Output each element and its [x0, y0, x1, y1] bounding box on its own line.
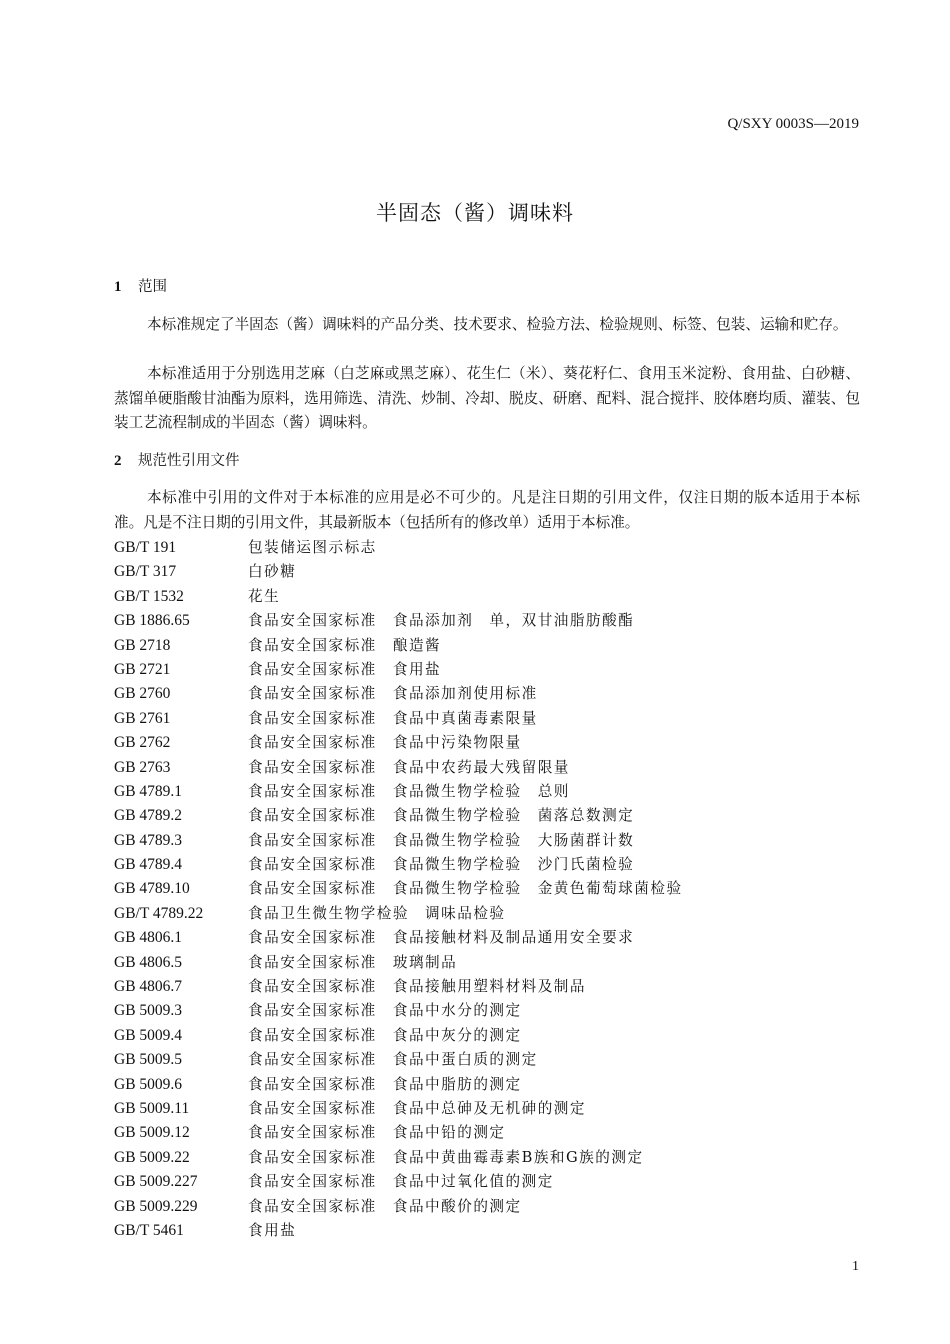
section-heading-normative-references [114, 451, 240, 471]
page-number: 1 [852, 1259, 859, 1274]
reference-code: GB 4789.2 [114, 807, 183, 825]
section-heading-scope [114, 277, 167, 297]
reference-row [114, 609, 860, 633]
reference-code: GB/T 1532 [114, 587, 184, 605]
section-title: 规范性引用文件 [138, 453, 240, 469]
reference-code: GB/T 191 [114, 539, 177, 556]
reference-title: 食品安全国家标准 食品中过氧化值的测定 [248, 1173, 554, 1191]
reference-code: GB/T 5461 [114, 1221, 184, 1239]
reference-code: GB 2762 [114, 734, 171, 752]
reference-row [114, 829, 860, 853]
reference-title: 食品安全国家标准 食用盐 [248, 660, 442, 678]
reference-code: GB 4806.1 [114, 929, 183, 947]
reference-title: 食品安全国家标准 食品中灰分的测定 [248, 1026, 522, 1044]
reference-code: GB 4806.5 [114, 953, 183, 971]
reference-code: GB 5009.4 [114, 1026, 183, 1044]
reference-code: GB/T 317 [114, 563, 177, 581]
reference-row [114, 1073, 860, 1097]
reference-code: GB 2718 [114, 636, 171, 654]
reference-title: 食品安全国家标准 酿造酱 [248, 636, 442, 654]
reference-title: 食品安全国家标准 玻璃制品 [248, 953, 458, 971]
reference-row [114, 804, 860, 828]
reference-row [114, 682, 860, 706]
reference-title: 食品安全国家标准 食品中水分的测定 [248, 1002, 522, 1020]
reference-title: 食品安全国家标准 食品中酸价的测定 [248, 1197, 522, 1215]
reference-row [114, 1219, 860, 1243]
reference-code: GB 5009.3 [114, 1002, 183, 1020]
reference-row [114, 707, 860, 731]
reference-code: GB 5009.12 [114, 1124, 190, 1142]
paragraph: 本标准规定了半固态（酱）调味料的产品分类、技术要求、检验方法、检验规则、标签、包装、运输和贮存。 [147, 316, 848, 333]
reference-title: 食品安全国家标准 食品中农药最大残留限量 [248, 758, 570, 776]
reference-code: GB 5009.229 [114, 1197, 198, 1215]
reference-title: 食品卫生微生物学检验 调味品检验 [248, 904, 506, 922]
reference-row [114, 560, 860, 584]
reference-title: 食品安全国家标准 食品中脂肪的测定 [248, 1075, 522, 1093]
reference-row [114, 951, 860, 975]
reference-code: GB 2760 [114, 685, 171, 703]
reference-row [114, 902, 860, 926]
reference-code: GB 5009.227 [114, 1173, 198, 1191]
section-number: 1 [114, 279, 122, 295]
reference-code: GB 4789.1 [114, 782, 183, 800]
reference-title: 食品安全国家标准 食品中总砷及无机砷的测定 [248, 1099, 586, 1117]
reference-title: 花生 [248, 587, 281, 605]
document-title: 半固态（酱）调味料 [376, 201, 574, 225]
paragraph: 本标准适用于分别选用芝麻（白芝麻或黑芝麻）、花生仁（米）、葵花籽仁、食用玉米淀粉、食用盐、白砂糖、蒸馏单硬脂酸甘油酯为原料，选用筛选、清洗、炒制、冷却、脱皮、研磨、配料、混合搅拌、胶体磨均质、灌装、包装工艺流程制成的半固态（酱）调味料。 [114, 365, 860, 431]
standard-code: Q/SXY 0003S—2019 [727, 116, 859, 132]
reference-row [114, 756, 860, 780]
paragraph: 本标准中引用的文件对于本标准的应用是必不可少的。凡是注日期的引用文件，仅注日期的版本适用于本标准。凡是不注日期的引用文件，其最新版本（包括所有的修改单）适用于本标准。 [114, 489, 860, 531]
reference-row [114, 731, 860, 755]
reference-row [114, 1195, 860, 1219]
reference-code: GB 5009.5 [114, 1051, 183, 1069]
reference-title: 包装储运图示标志 [248, 539, 377, 556]
reference-title: 食品安全国家标准 食品微生物学检验 大肠菌群计数 [248, 831, 635, 849]
reference-code: GB 2721 [114, 660, 171, 678]
reference-code: GB 4789.4 [114, 856, 183, 874]
reference-title: 食品安全国家标准 食品接触材料及制品通用安全要求 [248, 929, 635, 947]
reference-row [114, 975, 860, 999]
reference-code: GB 4789.3 [114, 831, 183, 849]
reference-code: GB 5009.11 [114, 1099, 190, 1117]
reference-title: 食品安全国家标准 食品中铅的测定 [248, 1124, 506, 1142]
reference-row [114, 999, 860, 1023]
section-title: 范围 [138, 279, 167, 295]
reference-title: 食品安全国家标准 食品添加剂使用标准 [248, 685, 538, 703]
reference-title: 食品安全国家标准 食品微生物学检验 沙门氏菌检验 [248, 856, 635, 874]
reference-title: 食品安全国家标准 食品中污染物限量 [248, 734, 522, 752]
reference-code: GB 1886.65 [114, 612, 190, 630]
reference-code: GB/T 4789.22 [114, 904, 204, 922]
reference-list [114, 536, 860, 1243]
reference-row [114, 780, 860, 804]
reference-code: GB 2761 [114, 709, 171, 727]
reference-row [114, 1097, 860, 1121]
reference-title: 食品安全国家标准 食品微生物学检验 菌落总数测定 [248, 807, 635, 825]
reference-title: 食品安全国家标准 食品添加剂 单，双甘油脂肪酸酯 [248, 612, 635, 630]
reference-title: 食品安全国家标准 食品微生物学检验 金黄色葡萄球菌检验 [248, 880, 683, 898]
reference-title: 食品安全国家标准 食品接触用塑料材料及制品 [248, 978, 586, 996]
reference-row [114, 585, 860, 609]
reference-title: 食品安全国家标准 食品中蛋白质的测定 [248, 1051, 538, 1069]
reference-row [114, 1170, 860, 1194]
reference-row [114, 634, 860, 658]
reference-row [114, 1024, 860, 1048]
reference-code: GB 2763 [114, 758, 171, 776]
reference-title: 食品安全国家标准 食品中真菌毒素限量 [248, 709, 538, 727]
reference-row [114, 853, 860, 877]
reference-title: 食品安全国家标准 食品中黄曲霉毒素B族和G族的测定 [248, 1148, 644, 1166]
reference-row [114, 1121, 860, 1145]
section-number: 2 [114, 453, 122, 469]
reference-title: 食品安全国家标准 食品微生物学检验 总则 [248, 782, 570, 800]
reference-row [114, 658, 860, 682]
reference-row [114, 877, 860, 901]
reference-code: GB 5009.6 [114, 1075, 183, 1093]
reference-code: GB 5009.22 [114, 1148, 190, 1166]
reference-title: 食用盐 [248, 1221, 297, 1239]
reference-row [114, 1048, 860, 1072]
reference-code: GB 4789.10 [114, 880, 190, 898]
reference-row [114, 926, 860, 950]
reference-row [114, 1146, 860, 1170]
reference-title: 白砂糖 [248, 563, 297, 581]
reference-row [114, 536, 860, 560]
reference-code: GB 4806.7 [114, 978, 183, 996]
